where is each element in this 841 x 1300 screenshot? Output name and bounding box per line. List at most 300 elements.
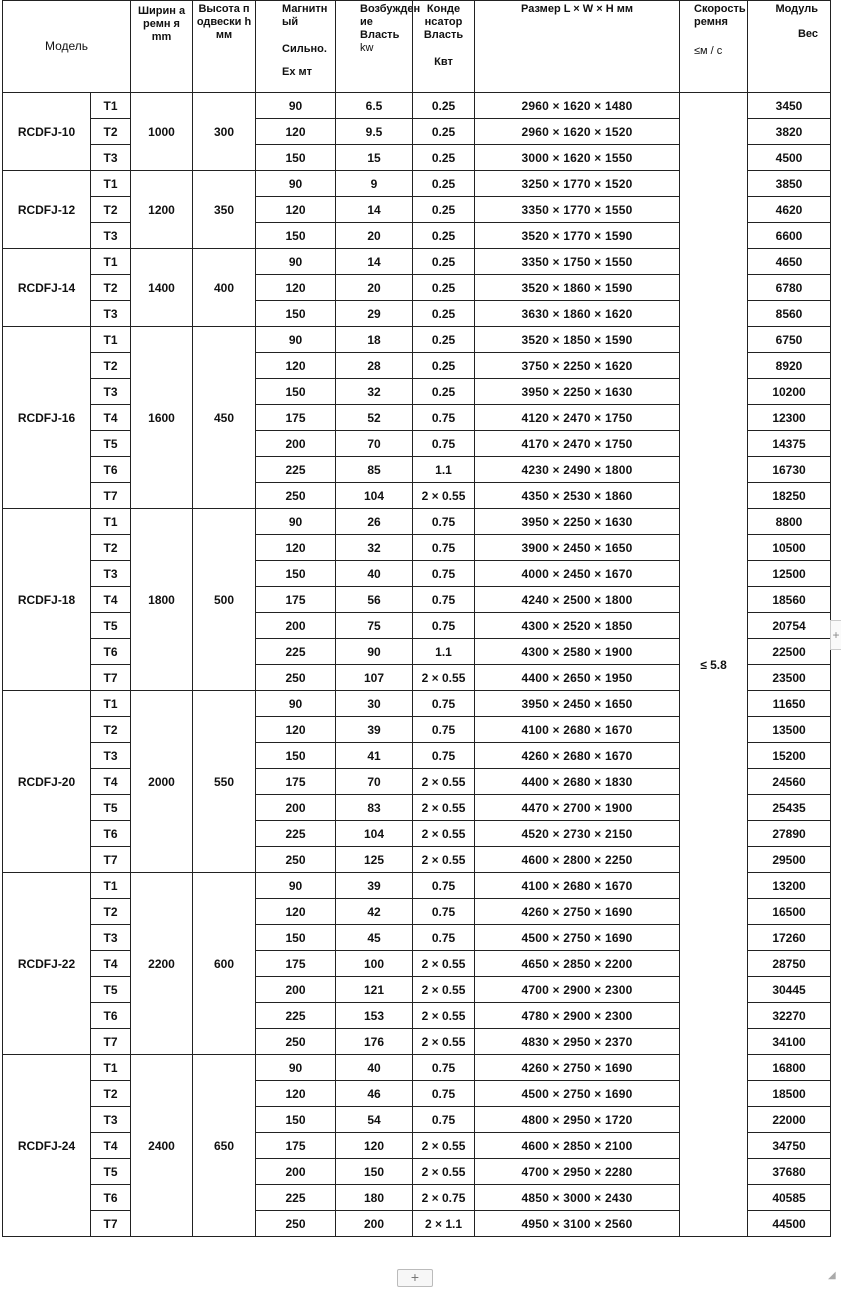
dimensions-cell: 4830 × 2950 × 2370 <box>475 1029 680 1055</box>
condenser-power-cell: 0.25 <box>413 145 475 171</box>
module-weight-cell: 4500 <box>748 145 831 171</box>
module-weight-cell: 16800 <box>748 1055 831 1081</box>
excitation-power-cell: 28 <box>336 353 413 379</box>
magnetic-strength-cell: 150 <box>256 223 336 249</box>
magnetic-strength-cell: 90 <box>256 691 336 717</box>
dimensions-cell: 3900 × 2450 × 1650 <box>475 535 680 561</box>
condenser-power-cell: 0.75 <box>413 535 475 561</box>
type-cell: T6 <box>91 639 131 665</box>
excitation-power-cell: 6.5 <box>336 93 413 119</box>
header-magnetic-label-3: Ех мт <box>282 66 313 78</box>
excitation-power-cell: 29 <box>336 301 413 327</box>
header-belt-speed <box>680 1 748 93</box>
condenser-power-cell: 1.1 <box>413 457 475 483</box>
module-weight-cell: 11650 <box>748 691 831 717</box>
type-cell: T2 <box>91 197 131 223</box>
magnetic-strength-cell: 90 <box>256 171 336 197</box>
dimensions-cell: 4520 × 2730 × 2150 <box>475 821 680 847</box>
condenser-power-cell: 2 × 0.55 <box>413 665 475 691</box>
module-weight-cell: 3450 <box>748 93 831 119</box>
module-weight-cell: 13200 <box>748 873 831 899</box>
module-weight-cell: 22500 <box>748 639 831 665</box>
magnetic-strength-cell: 120 <box>256 899 336 925</box>
magnetic-strength-cell: 250 <box>256 1211 336 1237</box>
module-weight-cell: 12500 <box>748 561 831 587</box>
magnetic-strength-cell: 90 <box>256 249 336 275</box>
excitation-power-cell: 18 <box>336 327 413 353</box>
condenser-power-cell: 0.25 <box>413 327 475 353</box>
condenser-power-cell: 2 × 0.55 <box>413 769 475 795</box>
module-weight-cell: 27890 <box>748 821 831 847</box>
condenser-power-cell: 0.75 <box>413 613 475 639</box>
model-cell: RCDFJ-20 <box>3 691 91 873</box>
excitation-power-cell: 45 <box>336 925 413 951</box>
suspension-height-cell: 350 <box>193 171 256 249</box>
magnetic-strength-cell: 120 <box>256 1081 336 1107</box>
header-suspension-height <box>193 1 256 93</box>
module-weight-cell: 13500 <box>748 717 831 743</box>
excitation-power-cell: 153 <box>336 1003 413 1029</box>
condenser-power-cell: 1.1 <box>413 639 475 665</box>
magnetic-strength-cell: 90 <box>256 93 336 119</box>
add-row-button[interactable]: + <box>397 1269 433 1287</box>
magnetic-strength-cell: 250 <box>256 665 336 691</box>
magnetic-strength-cell: 200 <box>256 1159 336 1185</box>
excitation-power-cell: 104 <box>336 483 413 509</box>
header-condenser-label-2: Квт <box>434 56 453 68</box>
header-speed-label-2: ≤м / с <box>694 45 723 57</box>
resize-grip-icon[interactable]: ◢ <box>828 1270 836 1281</box>
excitation-power-cell: 26 <box>336 509 413 535</box>
excitation-power-cell: 83 <box>336 795 413 821</box>
condenser-power-cell: 2 × 0.55 <box>413 1133 475 1159</box>
type-cell: T7 <box>91 665 131 691</box>
excitation-power-cell: 20 <box>336 223 413 249</box>
dimensions-cell: 4400 × 2650 × 1950 <box>475 665 680 691</box>
magnetic-strength-cell: 250 <box>256 1029 336 1055</box>
condenser-power-cell: 0.75 <box>413 925 475 951</box>
type-cell: T1 <box>91 509 131 535</box>
magnetic-strength-cell: 150 <box>256 561 336 587</box>
type-cell: T3 <box>91 301 131 327</box>
type-cell: T2 <box>91 119 131 145</box>
belt-width-cell: 1600 <box>131 327 193 509</box>
dimensions-cell: 4350 × 2530 × 1860 <box>475 483 680 509</box>
dimensions-cell: 3630 × 1860 × 1620 <box>475 301 680 327</box>
header-row <box>3 1 831 93</box>
dimensions-cell: 4300 × 2580 × 1900 <box>475 639 680 665</box>
belt-width-cell: 1200 <box>131 171 193 249</box>
excitation-power-cell: 46 <box>336 1081 413 1107</box>
module-weight-cell: 32270 <box>748 1003 831 1029</box>
dimensions-cell: 4850 × 3000 × 2430 <box>475 1185 680 1211</box>
excitation-power-cell: 30 <box>336 691 413 717</box>
excitation-power-cell: 85 <box>336 457 413 483</box>
type-cell: T2 <box>91 717 131 743</box>
type-cell: T7 <box>91 847 131 873</box>
belt-width-cell: 2400 <box>131 1055 193 1237</box>
condenser-power-cell: 0.25 <box>413 301 475 327</box>
module-weight-cell: 16500 <box>748 899 831 925</box>
condenser-power-cell: 0.75 <box>413 587 475 613</box>
header-excitation-label-2: kw <box>360 42 374 54</box>
condenser-power-cell: 2 × 0.55 <box>413 847 475 873</box>
magnetic-strength-cell: 120 <box>256 717 336 743</box>
module-weight-cell: 10200 <box>748 379 831 405</box>
excitation-power-cell: 56 <box>336 587 413 613</box>
dimensions-cell: 4800 × 2950 × 1720 <box>475 1107 680 1133</box>
excitation-power-cell: 40 <box>336 561 413 587</box>
excitation-power-cell: 104 <box>336 821 413 847</box>
model-cell: RCDFJ-16 <box>3 327 91 509</box>
condenser-power-cell: 0.75 <box>413 691 475 717</box>
dimensions-cell: 4950 × 3100 × 2560 <box>475 1211 680 1237</box>
excitation-power-cell: 14 <box>336 249 413 275</box>
magnetic-strength-cell: 120 <box>256 353 336 379</box>
spec-table-body <box>3 93 831 1237</box>
excitation-power-cell: 14 <box>336 197 413 223</box>
module-weight-cell: 22000 <box>748 1107 831 1133</box>
excitation-power-cell: 32 <box>336 535 413 561</box>
type-cell: T6 <box>91 821 131 847</box>
header-magnetic-label-1: Магнитн ый <box>282 3 328 28</box>
condenser-power-cell: 2 × 0.55 <box>413 483 475 509</box>
dimensions-cell: 4240 × 2500 × 1800 <box>475 587 680 613</box>
belt-width-cell: 1000 <box>131 93 193 171</box>
belt-width-cell: 2000 <box>131 691 193 873</box>
magnetic-strength-cell: 225 <box>256 1003 336 1029</box>
magnetic-strength-cell: 225 <box>256 457 336 483</box>
type-cell: T4 <box>91 405 131 431</box>
condenser-power-cell: 2 × 0.55 <box>413 1003 475 1029</box>
header-condenser-label-1: Конде нсатор Власть <box>423 3 464 41</box>
type-cell: T4 <box>91 769 131 795</box>
magnetic-strength-cell: 90 <box>256 1055 336 1081</box>
model-cell: RCDFJ-14 <box>3 249 91 327</box>
magnetic-strength-cell: 250 <box>256 847 336 873</box>
module-weight-cell: 34750 <box>748 1133 831 1159</box>
header-excitation-power <box>336 1 421 93</box>
dimensions-cell: 4300 × 2520 × 1850 <box>475 613 680 639</box>
dimensions-cell: 4780 × 2900 × 2300 <box>475 1003 680 1029</box>
suspension-height-cell: 400 <box>193 249 256 327</box>
condenser-power-cell: 0.25 <box>413 379 475 405</box>
condenser-power-cell: 2 × 0.55 <box>413 977 475 1003</box>
condenser-power-cell: 0.75 <box>413 561 475 587</box>
condenser-power-cell: 0.25 <box>413 275 475 301</box>
excitation-power-cell: 39 <box>336 717 413 743</box>
dimensions-cell: 3000 × 1620 × 1550 <box>475 145 680 171</box>
type-cell: T1 <box>91 691 131 717</box>
condenser-power-cell: 0.25 <box>413 171 475 197</box>
magnetic-strength-cell: 150 <box>256 145 336 171</box>
excitation-power-cell: 70 <box>336 431 413 457</box>
condenser-power-cell: 0.25 <box>413 119 475 145</box>
model-cell: RCDFJ-12 <box>3 171 91 249</box>
module-weight-cell: 4650 <box>748 249 831 275</box>
type-cell: T1 <box>91 171 131 197</box>
excitation-power-cell: 200 <box>336 1211 413 1237</box>
magnetic-strength-cell: 120 <box>256 535 336 561</box>
type-cell: T3 <box>91 743 131 769</box>
magnetic-strength-cell: 90 <box>256 509 336 535</box>
spec-table <box>2 0 831 1237</box>
header-model: Модель <box>3 1 131 93</box>
condenser-power-cell: 2 × 0.55 <box>413 1029 475 1055</box>
dimensions-cell: 3950 × 2250 × 1630 <box>475 509 680 535</box>
header-condenser-power <box>413 1 475 93</box>
module-weight-cell: 6780 <box>748 275 831 301</box>
model-cell: RCDFJ-22 <box>3 873 91 1055</box>
module-weight-cell: 40585 <box>748 1185 831 1211</box>
condenser-power-cell: 2 × 0.55 <box>413 1159 475 1185</box>
dimensions-cell: 4600 × 2850 × 2100 <box>475 1133 680 1159</box>
header-speed-label-1: Скорость ремня <box>694 3 746 28</box>
excitation-power-cell: 32 <box>336 379 413 405</box>
magnetic-strength-cell: 90 <box>256 873 336 899</box>
module-weight-cell: 3850 <box>748 171 831 197</box>
magnetic-strength-cell: 250 <box>256 483 336 509</box>
module-weight-cell: 34100 <box>748 1029 831 1055</box>
header-suspension-height-label: Высота п одвески h мм <box>196 3 252 41</box>
magnetic-strength-cell: 225 <box>256 639 336 665</box>
dimensions-cell: 3950 × 2450 × 1650 <box>475 691 680 717</box>
dimensions-cell: 4700 × 2950 × 2280 <box>475 1159 680 1185</box>
module-weight-cell: 10500 <box>748 535 831 561</box>
excitation-power-cell: 15 <box>336 145 413 171</box>
module-weight-cell: 8800 <box>748 509 831 535</box>
condenser-power-cell: 0.25 <box>413 353 475 379</box>
belt-width-cell: 1800 <box>131 509 193 691</box>
dimensions-cell: 3350 × 1750 × 1550 <box>475 249 680 275</box>
dimensions-cell: 4400 × 2680 × 1830 <box>475 769 680 795</box>
type-cell: T3 <box>91 223 131 249</box>
type-cell: T3 <box>91 1107 131 1133</box>
module-weight-cell: 4620 <box>748 197 831 223</box>
condenser-power-cell: 0.25 <box>413 197 475 223</box>
belt-speed-cell: ≤ 5.8 <box>680 93 748 1237</box>
module-weight-cell: 20754 <box>748 613 831 639</box>
magnetic-strength-cell: 175 <box>256 769 336 795</box>
excitation-power-cell: 120 <box>336 1133 413 1159</box>
header-magnetic-strength <box>256 1 336 93</box>
module-weight-cell: 23500 <box>748 665 831 691</box>
condenser-power-cell: 2 × 0.55 <box>413 951 475 977</box>
condenser-power-cell: 0.75 <box>413 899 475 925</box>
module-weight-cell: 3820 <box>748 119 831 145</box>
belt-width-cell: 2200 <box>131 873 193 1055</box>
module-weight-cell: 18500 <box>748 1081 831 1107</box>
type-cell: T2 <box>91 535 131 561</box>
dimensions-cell: 4120 × 2470 × 1750 <box>475 405 680 431</box>
module-weight-cell: 44500 <box>748 1211 831 1237</box>
dimensions-cell: 4600 × 2800 × 2250 <box>475 847 680 873</box>
excitation-power-cell: 75 <box>336 613 413 639</box>
excitation-power-cell: 90 <box>336 639 413 665</box>
excitation-power-cell: 52 <box>336 405 413 431</box>
magnetic-strength-cell: 90 <box>256 327 336 353</box>
dimensions-cell: 3520 × 1860 × 1590 <box>475 275 680 301</box>
dimensions-cell: 3520 × 1770 × 1590 <box>475 223 680 249</box>
module-weight-cell: 14375 <box>748 431 831 457</box>
module-weight-cell: 8560 <box>748 301 831 327</box>
module-weight-cell: 28750 <box>748 951 831 977</box>
magnetic-strength-cell: 150 <box>256 1107 336 1133</box>
header-weight-label-1: Модуль <box>775 3 819 15</box>
header-belt-width-label: Ширин а ремн я mm <box>137 5 186 43</box>
dimensions-cell: 3350 × 1770 × 1550 <box>475 197 680 223</box>
type-cell: T1 <box>91 1055 131 1081</box>
condenser-power-cell: 0.75 <box>413 743 475 769</box>
condenser-power-cell: 0.75 <box>413 431 475 457</box>
model-cell: RCDFJ-10 <box>3 93 91 171</box>
magnetic-strength-cell: 175 <box>256 951 336 977</box>
excitation-power-cell: 107 <box>336 665 413 691</box>
header-weight-label-2: Вес <box>797 28 819 40</box>
condenser-power-cell: 0.75 <box>413 1107 475 1133</box>
magnetic-strength-cell: 150 <box>256 301 336 327</box>
type-cell: T1 <box>91 249 131 275</box>
magnetic-strength-cell: 150 <box>256 743 336 769</box>
belt-width-cell: 1400 <box>131 249 193 327</box>
module-weight-cell: 6750 <box>748 327 831 353</box>
table-row <box>3 93 831 119</box>
magnetic-strength-cell: 175 <box>256 587 336 613</box>
module-weight-cell: 29500 <box>748 847 831 873</box>
magnetic-strength-cell: 225 <box>256 1185 336 1211</box>
module-weight-cell: 18250 <box>748 483 831 509</box>
type-cell: T4 <box>91 587 131 613</box>
magnetic-strength-cell: 200 <box>256 977 336 1003</box>
dimensions-cell: 4000 × 2450 × 1670 <box>475 561 680 587</box>
type-cell: T1 <box>91 93 131 119</box>
condenser-power-cell: 2 × 0.55 <box>413 795 475 821</box>
condenser-power-cell: 2 × 0.55 <box>413 821 475 847</box>
condenser-power-cell: 0.75 <box>413 717 475 743</box>
dimensions-cell: 4650 × 2850 × 2200 <box>475 951 680 977</box>
dimensions-cell: 4100 × 2680 × 1670 <box>475 717 680 743</box>
dimensions-cell: 4500 × 2750 × 1690 <box>475 925 680 951</box>
magnetic-strength-cell: 200 <box>256 431 336 457</box>
type-cell: T6 <box>91 1185 131 1211</box>
condenser-power-cell: 0.75 <box>413 1055 475 1081</box>
header-magnetic-label-2: Сильно. <box>282 43 327 55</box>
excitation-power-cell: 100 <box>336 951 413 977</box>
type-cell: T5 <box>91 1159 131 1185</box>
type-cell: T3 <box>91 145 131 171</box>
magnetic-strength-cell: 200 <box>256 795 336 821</box>
module-weight-cell: 37680 <box>748 1159 831 1185</box>
header-dimensions: Размер L × W × H мм <box>475 1 680 93</box>
condenser-power-cell: 0.25 <box>413 249 475 275</box>
header-module-weight <box>748 1 831 93</box>
module-weight-cell: 15200 <box>748 743 831 769</box>
type-cell: T3 <box>91 379 131 405</box>
type-cell: T2 <box>91 899 131 925</box>
dimensions-cell: 2960 × 1620 × 1520 <box>475 119 680 145</box>
dimensions-cell: 4700 × 2900 × 2300 <box>475 977 680 1003</box>
type-cell: T6 <box>91 1003 131 1029</box>
dimensions-cell: 3750 × 2250 × 1620 <box>475 353 680 379</box>
type-cell: T1 <box>91 873 131 899</box>
module-weight-cell: 18560 <box>748 587 831 613</box>
excitation-power-cell: 54 <box>336 1107 413 1133</box>
dimensions-cell: 4170 × 2470 × 1750 <box>475 431 680 457</box>
dimensions-cell: 2960 × 1620 × 1480 <box>475 93 680 119</box>
dimensions-cell: 4500 × 2750 × 1690 <box>475 1081 680 1107</box>
excitation-power-cell: 121 <box>336 977 413 1003</box>
type-cell: T1 <box>91 327 131 353</box>
module-weight-cell: 8920 <box>748 353 831 379</box>
dimensions-cell: 3950 × 2250 × 1630 <box>475 379 680 405</box>
dimensions-cell: 4470 × 2700 × 1900 <box>475 795 680 821</box>
header-belt-width <box>131 1 193 93</box>
type-cell: T4 <box>91 1133 131 1159</box>
dimensions-cell: 3520 × 1850 × 1590 <box>475 327 680 353</box>
module-weight-cell: 12300 <box>748 405 831 431</box>
type-cell: T4 <box>91 951 131 977</box>
condenser-power-cell: 0.25 <box>413 223 475 249</box>
magnetic-strength-cell: 150 <box>256 379 336 405</box>
dimensions-cell: 4260 × 2680 × 1670 <box>475 743 680 769</box>
model-cell: RCDFJ-24 <box>3 1055 91 1237</box>
type-cell: T5 <box>91 613 131 639</box>
module-weight-cell: 16730 <box>748 457 831 483</box>
excitation-power-cell: 41 <box>336 743 413 769</box>
type-cell: T5 <box>91 795 131 821</box>
excitation-power-cell: 42 <box>336 899 413 925</box>
module-weight-cell: 6600 <box>748 223 831 249</box>
suspension-height-cell: 450 <box>193 327 256 509</box>
model-cell: RCDFJ-18 <box>3 509 91 691</box>
excitation-power-cell: 180 <box>336 1185 413 1211</box>
condenser-power-cell: 0.75 <box>413 873 475 899</box>
type-cell: T3 <box>91 925 131 951</box>
add-column-button[interactable]: + <box>830 620 841 650</box>
magnetic-strength-cell: 120 <box>256 197 336 223</box>
condenser-power-cell: 0.75 <box>413 1081 475 1107</box>
type-cell: T5 <box>91 431 131 457</box>
magnetic-strength-cell: 175 <box>256 1133 336 1159</box>
excitation-power-cell: 9 <box>336 171 413 197</box>
suspension-height-cell: 650 <box>193 1055 256 1237</box>
condenser-power-cell: 0.75 <box>413 405 475 431</box>
module-weight-cell: 30445 <box>748 977 831 1003</box>
type-cell: T7 <box>91 483 131 509</box>
condenser-power-cell: 2 × 1.1 <box>413 1211 475 1237</box>
dimensions-cell: 4100 × 2680 × 1670 <box>475 873 680 899</box>
type-cell: T2 <box>91 353 131 379</box>
excitation-power-cell: 70 <box>336 769 413 795</box>
excitation-power-cell: 20 <box>336 275 413 301</box>
magnetic-strength-cell: 175 <box>256 405 336 431</box>
dimensions-cell: 4230 × 2490 × 1800 <box>475 457 680 483</box>
excitation-power-cell: 125 <box>336 847 413 873</box>
condenser-power-cell: 0.75 <box>413 509 475 535</box>
excitation-power-cell: 39 <box>336 873 413 899</box>
dimensions-cell: 4260 × 2750 × 1690 <box>475 899 680 925</box>
suspension-height-cell: 550 <box>193 691 256 873</box>
dimensions-cell: 3250 × 1770 × 1520 <box>475 171 680 197</box>
suspension-height-cell: 500 <box>193 509 256 691</box>
magnetic-strength-cell: 120 <box>256 275 336 301</box>
type-cell: T2 <box>91 1081 131 1107</box>
module-weight-cell: 24560 <box>748 769 831 795</box>
magnetic-strength-cell: 200 <box>256 613 336 639</box>
suspension-height-cell: 300 <box>193 93 256 171</box>
module-weight-cell: 25435 <box>748 795 831 821</box>
type-cell: T7 <box>91 1029 131 1055</box>
